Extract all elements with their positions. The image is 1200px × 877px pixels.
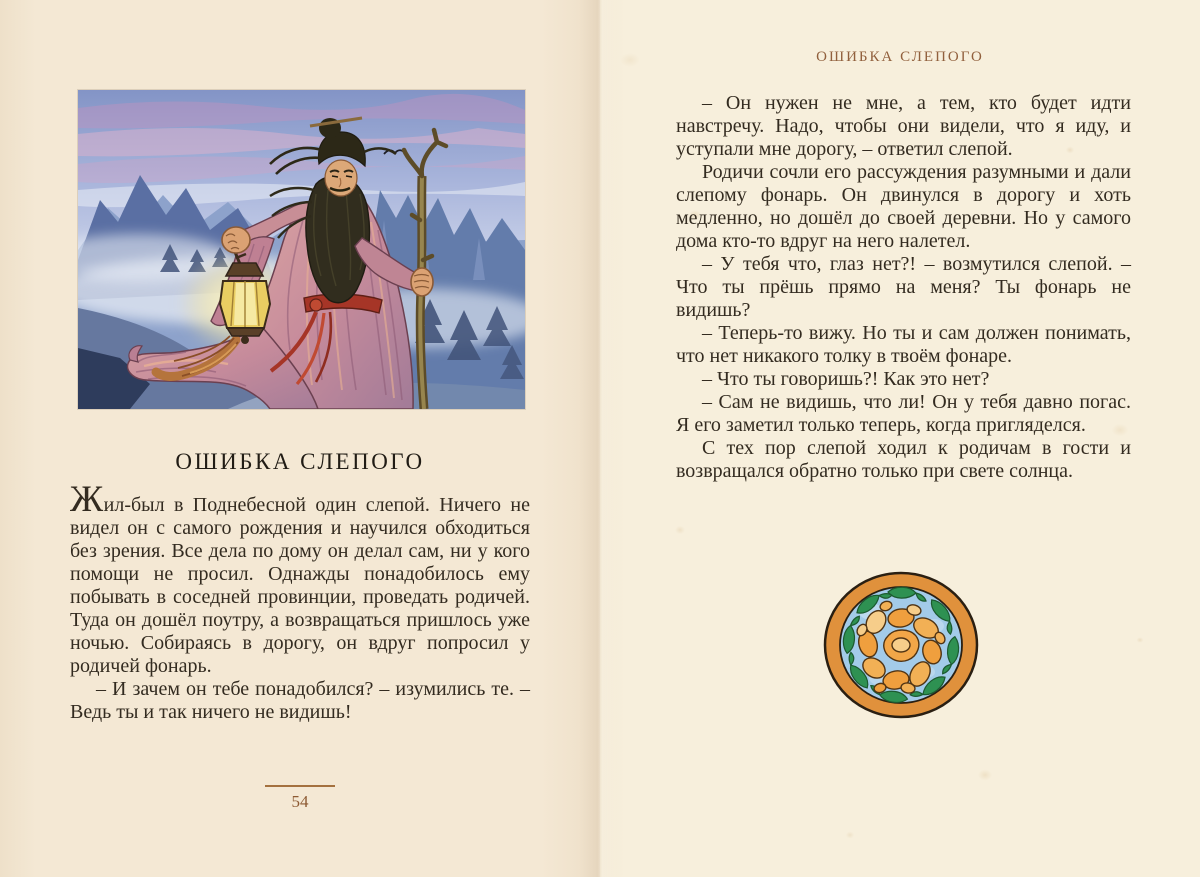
paragraph: – Сам не видишь, что ли! Он у тебя давно погас. Я его заметил только теперь, когда пригляделся. — [676, 391, 1131, 436]
paragraph: С тех пор слепой ходил к родичам в гости и возвращался обратно только при свете солнца. — [676, 437, 1131, 482]
medallion — [825, 573, 977, 717]
story-text-right — [676, 92, 1131, 483]
paragraph: – Что ты говоришь?! Как это нет? — [702, 368, 990, 390]
running-header: ОШИБКА СЛЕПОГО — [816, 49, 984, 65]
page-footer — [0, 785, 600, 812]
paragraph: – У тебя что, глаз нет?! – возмутился слепой. – Что ты прёшь прямо на меня? Ты фонарь не видишь? — [676, 253, 1131, 321]
paragraph: Родичи сочли его рассуждения разумными и дали слепому фонарь. Он двинулся в дорогу и хоть медленно, но дошёл до своей деревни. Но у самого дома кто-то вдруг на него налетел. — [676, 161, 1131, 252]
floral-medallion-ornament — [822, 570, 980, 720]
right-page — [600, 0, 1200, 877]
sage-with-lantern-illustration — [78, 90, 525, 409]
opening-paragraph — [70, 479, 530, 678]
story-text-left — [70, 479, 530, 724]
drop-cap: Ж — [70, 479, 104, 520]
paragraph: – Он нужен не мне, а тем, кто будет идти навстречу. Надо, чтобы они видели, что я иду, и уступали мне дорогу, – ответил слепой. — [676, 92, 1131, 160]
story-title: ОШИБКА СЛЕПОГО — [175, 449, 425, 474]
paragraph: – Теперь-то вижу. Но ты и сам должен понимать, что нет никакого толку в твоём фонаре. — [676, 322, 1131, 367]
footer-rule — [265, 785, 335, 787]
dialogue-paragraph: – И зачем он тебе понадобился? – изумились те. – Ведь ты и так ничего не видишь! — [70, 678, 530, 723]
page-number: 54 — [291, 792, 309, 811]
opening-paragraph-text: ил-был в Поднебесной один слепой. Ничего не видел он с самого рождения и научился обходиться без зрения. Все дела по дому он делал сам, ни у кого помощи не просил. Однажды понадобилось ему побывать в соседней провинции, проведать родичей. Туда он дошёл поутру, а возвращаться пришлось уже ночью. Собираясь в дорогу, он вдруг попросил у родичей фонарь. — [70, 494, 530, 677]
